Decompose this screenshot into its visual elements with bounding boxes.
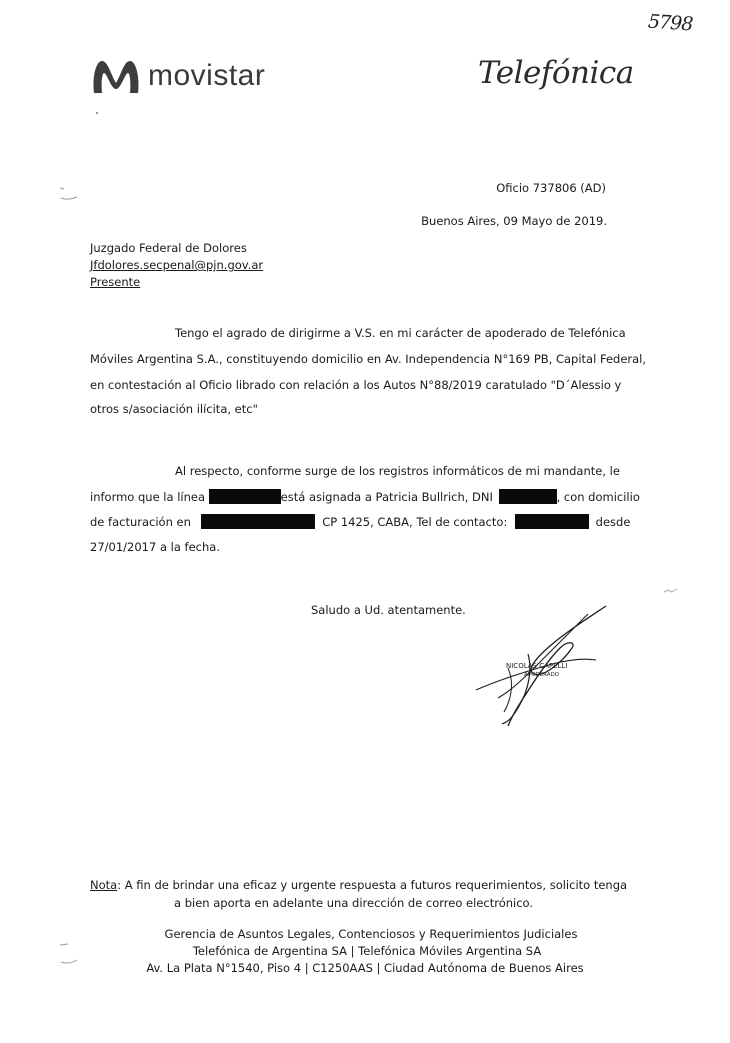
paragraph2-line2 bbox=[90, 489, 640, 505]
oficio-reference: Oficio 737806 (AD) bbox=[496, 181, 606, 195]
recipient-presente: Presente bbox=[90, 275, 141, 289]
paragraph2-line3-part3: desde bbox=[595, 515, 631, 529]
redaction-contact-phone bbox=[515, 514, 589, 529]
telefonica-logo: Telefónica bbox=[478, 55, 634, 91]
paragraph2-line3 bbox=[90, 514, 630, 530]
paragraph2-line2-part2: está asignada a Patricia Bullrich, DNI bbox=[280, 490, 493, 504]
note-line1-text: : A fin de brindar una eficaz y urgente respuesta a futuros requerimientos, solicito tenga bbox=[117, 878, 628, 892]
page-number: 5798 bbox=[647, 10, 694, 36]
date-line: Buenos Aires, 09 Mayo de 2019. bbox=[421, 214, 607, 228]
handwritten-signature-icon bbox=[468, 598, 618, 733]
note-line1 bbox=[90, 878, 627, 893]
signature-stamp-name: NICOLAS CAPELLI bbox=[506, 662, 568, 670]
movistar-logo bbox=[90, 57, 265, 95]
redaction-address bbox=[201, 514, 315, 529]
paragraph2-line1: Al respecto, conforme surge de los registros informáticos de mi mandante, le bbox=[175, 464, 620, 478]
footer-line2: Telefónica de Argentina SA | Telefónica Móviles Argentina SA bbox=[192, 944, 542, 958]
scan-mark-bottom-left bbox=[58, 942, 80, 968]
movistar-logo-text: movistar bbox=[148, 59, 266, 92]
scan-mark-right bbox=[662, 586, 680, 596]
recipient-email: Jfdolores.secpenal@pjn.gov.ar bbox=[90, 258, 264, 272]
paragraph1-line4: otros s/asociación ilícita, etc" bbox=[90, 402, 258, 416]
closing-line: Saludo a Ud. atentamente. bbox=[311, 603, 466, 617]
recipient-name: Juzgado Federal de Dolores bbox=[90, 241, 247, 255]
footer-line1: Gerencia de Asuntos Legales, Contenciosos y Requerimientos Judiciales bbox=[164, 927, 578, 941]
note-line2: a bien aporta en adelante una dirección de correo electrónico. bbox=[174, 896, 534, 910]
paragraph1-line1: Tengo el agrado de dirigirme a V.S. en mi carácter de apoderado de Telefónica bbox=[175, 326, 626, 340]
signature bbox=[468, 598, 618, 737]
redaction-phone-line bbox=[209, 489, 281, 504]
paragraph2-line4: 27/01/2017 a la fecha. bbox=[90, 540, 220, 554]
paragraph2-line3-part2: CP 1425, CABA, Tel de contacto: bbox=[322, 515, 508, 529]
paragraph2-line3-part1: de facturación en bbox=[90, 515, 191, 529]
paragraph1-line3: en contestación al Oficio librado con relación a los Autos N°88/2019 caratulado "D´Alessio y bbox=[90, 378, 622, 392]
paragraph1-line2: Móviles Argentina S.A., constituyendo domicilio en Av. Independencia N°169 PB, Capital Federal, bbox=[90, 352, 647, 366]
signature-stamp-role: APODERADO bbox=[524, 672, 560, 678]
scan-mark-top-left bbox=[58, 186, 80, 202]
footer-line3: Av. La Plata N°1540, Piso 4 | C1250AAS | Ciudad Autónoma de Buenos Aires bbox=[146, 961, 584, 975]
movistar-m-icon bbox=[90, 57, 142, 95]
redaction-dni bbox=[499, 489, 557, 504]
paragraph2-line2-part1: informo que la línea bbox=[90, 490, 206, 504]
scan-dot bbox=[94, 110, 100, 116]
note-label: Nota bbox=[90, 878, 118, 892]
paragraph2-line2-part3: , con domicilio bbox=[556, 490, 640, 504]
